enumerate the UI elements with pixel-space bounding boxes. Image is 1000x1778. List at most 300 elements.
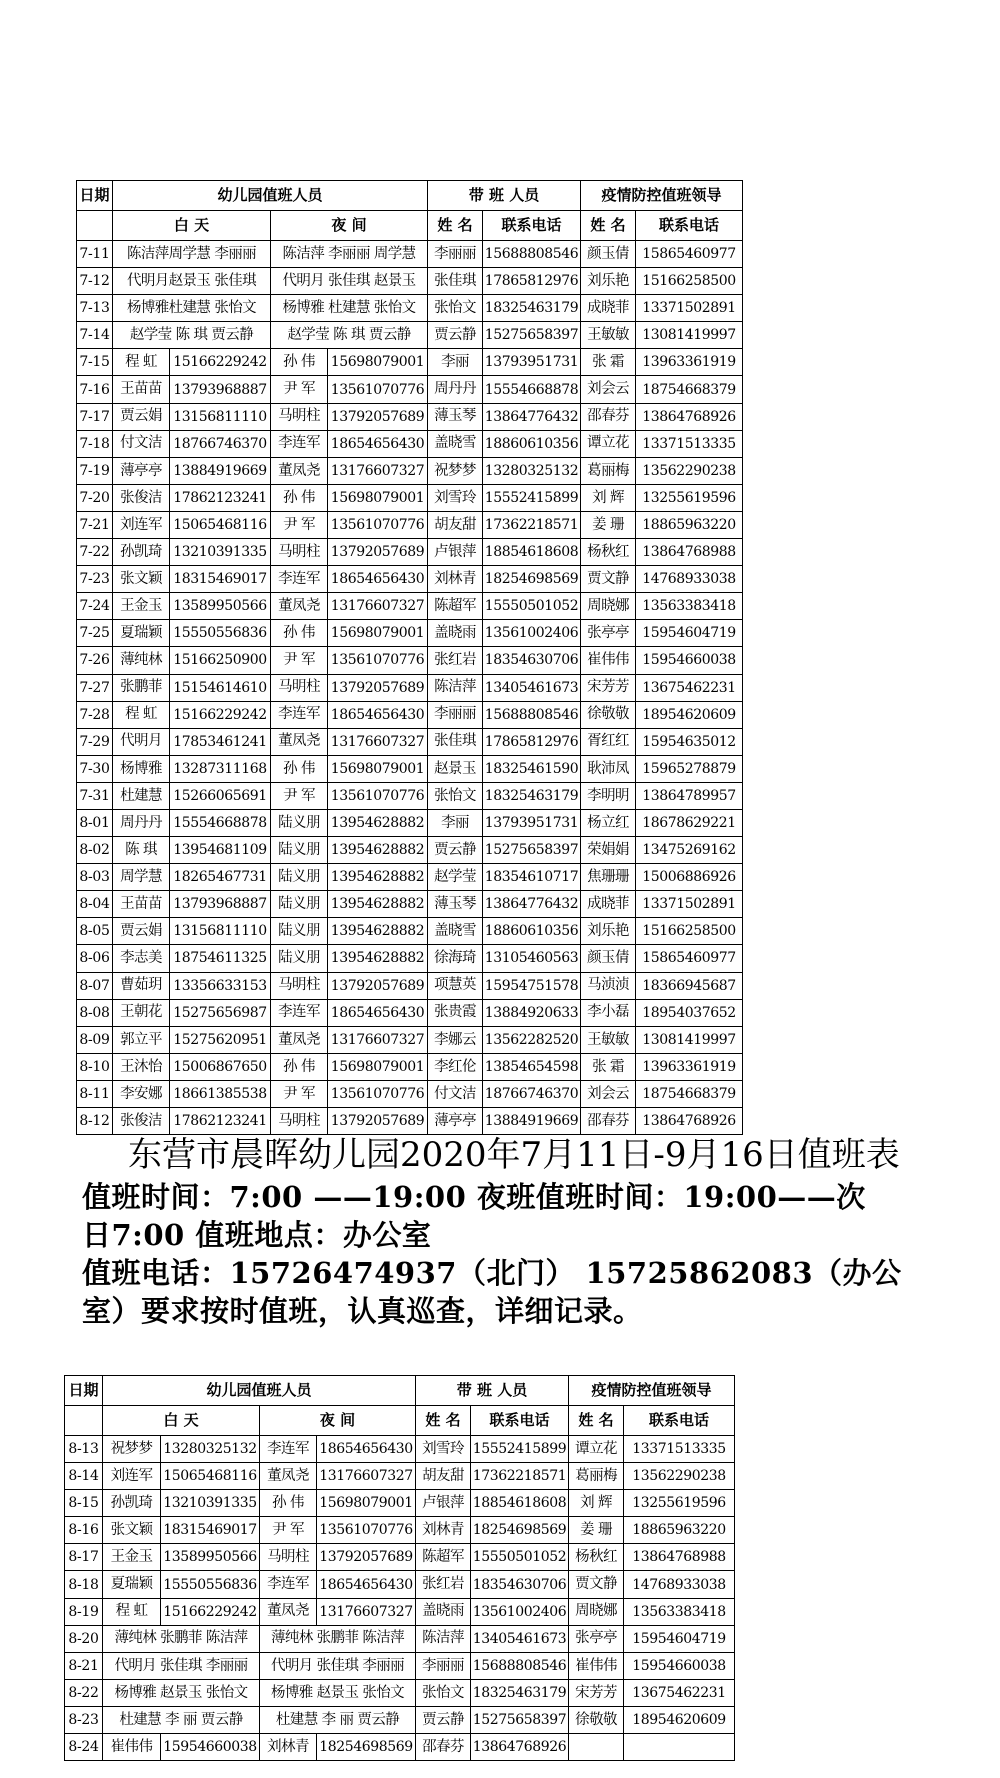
lead-name-cell: 刘林青 — [428, 566, 483, 593]
day-phone-cell: 18661385538 — [170, 1080, 271, 1107]
day-name-cell: 薄亭亭 — [113, 457, 170, 484]
leader-name-cell: 胥红红 — [581, 728, 636, 755]
day-phone-cell: 13210391335 — [170, 539, 271, 566]
lead-phone-cell: 18354630706 — [483, 647, 581, 674]
day-name-cell: 王金玉 — [103, 1544, 161, 1571]
header-date: 日期 — [77, 181, 113, 211]
leader-phone-cell: 15865460977 — [636, 945, 743, 972]
day-name-cell: 杜建慧 — [113, 782, 170, 809]
day-phone-cell: 15006867650 — [170, 1053, 271, 1080]
leader-phone-cell: 15954604719 — [624, 1625, 735, 1652]
night-phone-cell: 15698079001 — [328, 484, 428, 511]
table-row — [77, 376, 743, 403]
date-cell: 7-12 — [77, 268, 113, 295]
day-phone-cell: 13280325132 — [161, 1436, 260, 1463]
day-name-cell: 程 虹 — [113, 701, 170, 728]
leader-phone-cell: 13675462231 — [636, 674, 743, 701]
leader-name-cell: 刘乐艳 — [581, 918, 636, 945]
lead-phone-cell: 13793951731 — [483, 809, 581, 836]
day-name-cell: 程 虹 — [103, 1598, 161, 1625]
night-name-cell: 马明柱 — [260, 1544, 317, 1571]
table-row — [65, 1679, 735, 1706]
lead-phone-cell: 13864776432 — [483, 891, 581, 918]
day-phone-cell: 15275656987 — [170, 999, 271, 1026]
lead-phone-cell: 17865812976 — [483, 268, 581, 295]
leader-phone-cell: 13563383418 — [636, 593, 743, 620]
lead-phone-cell: 18254698569 — [471, 1517, 569, 1544]
lead-phone-cell: 15550501052 — [471, 1544, 569, 1571]
night-phone-cell: 18654656430 — [328, 430, 428, 457]
leader-name-cell: 张亭亭 — [569, 1625, 624, 1652]
night-phone-cell: 13792057689 — [328, 1108, 428, 1135]
leader-phone-cell: 15954660038 — [636, 647, 743, 674]
lead-phone-cell: 13405461673 — [471, 1625, 569, 1652]
leader-phone-cell: 13864789957 — [636, 782, 743, 809]
header-kg-staff: 幼儿园值班人员 — [113, 181, 428, 211]
night-phone-cell: 13176607327 — [328, 728, 428, 755]
night-staff-cell: 赵学莹 陈 琪 贾云静 — [271, 322, 428, 349]
lead-name-cell: 赵景玉 — [428, 755, 483, 782]
lead-name-cell: 项慧英 — [428, 972, 483, 999]
day-name-cell: 张俊洁 — [113, 1108, 170, 1135]
header-date: 日期 — [65, 1376, 103, 1406]
night-name-cell: 李连军 — [260, 1436, 317, 1463]
lead-phone-cell: 13280325132 — [483, 457, 581, 484]
lead-name-cell: 张怡文 — [428, 782, 483, 809]
date-cell: 7-20 — [77, 484, 113, 511]
day-phone-cell: 18315469017 — [170, 566, 271, 593]
leader-phone-cell: 13562290238 — [636, 457, 743, 484]
lead-phone-cell: 13864768926 — [471, 1734, 569, 1761]
lead-name-cell: 李丽丽 — [416, 1652, 471, 1679]
night-phone-cell: 13176607327 — [328, 1026, 428, 1053]
night-phone-cell: 13561070776 — [328, 1080, 428, 1107]
lead-phone-cell: 18354630706 — [471, 1571, 569, 1598]
leader-phone-cell: 15954604719 — [636, 620, 743, 647]
night-name-cell: 董凤尧 — [260, 1463, 317, 1490]
leader-phone-cell: 13371502891 — [636, 891, 743, 918]
lead-phone-cell: 18325463179 — [483, 295, 581, 322]
leader-phone-cell: 13963361919 — [636, 349, 743, 376]
day-name-cell: 祝梦梦 — [103, 1436, 161, 1463]
table-row — [65, 1652, 735, 1679]
header-night: 夜 间 — [260, 1406, 416, 1436]
night-name-cell: 尹 军 — [271, 1080, 328, 1107]
leader-name-cell: 邵春芬 — [581, 403, 636, 430]
day-staff-cell: 杜建慧 李 丽 贾云静 — [103, 1706, 260, 1733]
leader-name-cell: 成晓菲 — [581, 295, 636, 322]
night-phone-cell: 13792057689 — [328, 972, 428, 999]
night-phone-cell: 13561070776 — [328, 647, 428, 674]
date-cell: 8-13 — [65, 1436, 103, 1463]
night-phone-cell: 13954628882 — [328, 837, 428, 864]
lead-name-cell: 薄玉琴 — [428, 403, 483, 430]
night-name-cell: 李连军 — [271, 430, 328, 457]
table-row — [77, 484, 743, 511]
leader-name-cell: 谭立花 — [569, 1436, 624, 1463]
table-row — [77, 809, 743, 836]
lead-phone-cell: 17362218571 — [483, 511, 581, 538]
leader-phone-cell: 13371513335 — [624, 1436, 735, 1463]
lead-phone-cell: 15275658397 — [483, 322, 581, 349]
day-name-cell: 周学慧 — [113, 864, 170, 891]
leader-name-cell: 徐敬敬 — [581, 701, 636, 728]
leader-phone-cell: 13864768926 — [636, 403, 743, 430]
night-phone-cell: 13176607327 — [328, 593, 428, 620]
leader-name-cell: 贾文静 — [569, 1571, 624, 1598]
day-name-cell: 陈 琪 — [113, 837, 170, 864]
day-phone-cell: 15154614610 — [170, 674, 271, 701]
header-lead-phone: 联系电话 — [471, 1406, 569, 1436]
leader-name-cell: 王敏敏 — [581, 322, 636, 349]
date-cell: 7-11 — [77, 241, 113, 268]
lead-name-cell: 刘林青 — [416, 1517, 471, 1544]
table-row — [77, 647, 743, 674]
document-title: 东营市晨晖幼儿园2020年7月11日-9月16日值班表 — [128, 1135, 900, 1175]
lead-name-cell: 张红岩 — [428, 647, 483, 674]
date-cell: 8-07 — [77, 972, 113, 999]
date-cell: 7-15 — [77, 349, 113, 376]
night-phone-cell: 18654656430 — [317, 1436, 416, 1463]
night-name-cell: 陆义朋 — [271, 809, 328, 836]
info-line: 值班时间：7:00 ——19:00 夜班值班时间：19:00——次 — [82, 1180, 866, 1214]
lead-name-cell: 刘雪玲 — [416, 1436, 471, 1463]
date-cell: 7-29 — [77, 728, 113, 755]
night-name-cell: 孙 伟 — [271, 620, 328, 647]
night-name-cell: 尹 军 — [271, 782, 328, 809]
lead-phone-cell: 17362218571 — [471, 1463, 569, 1490]
lead-name-cell: 李丽 — [428, 809, 483, 836]
leader-phone-cell: 18366945687 — [636, 972, 743, 999]
table-row — [65, 1436, 735, 1463]
leader-phone-cell: 13081419997 — [636, 1026, 743, 1053]
lead-name-cell: 陈洁萍 — [416, 1625, 471, 1652]
lead-name-cell: 李红伦 — [428, 1053, 483, 1080]
duty-table-2 — [64, 1375, 735, 1761]
night-name-cell: 陆义朋 — [271, 837, 328, 864]
lead-name-cell: 贾云静 — [428, 322, 483, 349]
table-row — [77, 1026, 743, 1053]
table-row — [77, 755, 743, 782]
lead-name-cell: 李丽 — [428, 349, 483, 376]
table-row — [77, 972, 743, 999]
duty-table-1 — [76, 180, 743, 1135]
header-lead-staff: 带 班 人员 — [428, 181, 581, 211]
day-phone-cell: 15166250900 — [170, 647, 271, 674]
day-name-cell: 曹茹玥 — [113, 972, 170, 999]
date-cell: 8-08 — [77, 999, 113, 1026]
lead-name-cell: 贾云静 — [416, 1706, 471, 1733]
lead-phone-cell: 18354610717 — [483, 864, 581, 891]
table-row — [77, 728, 743, 755]
leader-name-cell: 周晓娜 — [581, 593, 636, 620]
table-row — [65, 1706, 735, 1733]
table-row — [65, 1517, 735, 1544]
table-row — [65, 1463, 735, 1490]
day-phone-cell: 15550556836 — [161, 1571, 260, 1598]
night-name-cell: 马明柱 — [271, 1108, 328, 1135]
leader-name-cell: 刘 辉 — [581, 484, 636, 511]
day-phone-cell: 15266065691 — [170, 782, 271, 809]
night-phone-cell: 13954628882 — [328, 864, 428, 891]
leader-name-cell: 李明明 — [581, 782, 636, 809]
night-phone-cell: 13561070776 — [317, 1517, 416, 1544]
table-row — [77, 782, 743, 809]
leader-name-cell: 杨立红 — [581, 809, 636, 836]
day-phone-cell: 13287311168 — [170, 755, 271, 782]
table-row — [65, 1544, 735, 1571]
table-row — [65, 1734, 735, 1761]
date-cell: 8-02 — [77, 837, 113, 864]
date-cell: 8-12 — [77, 1108, 113, 1135]
table-row — [77, 349, 743, 376]
lead-name-cell: 胡友甜 — [428, 511, 483, 538]
lead-phone-cell: 18325463179 — [471, 1679, 569, 1706]
day-phone-cell: 13793968887 — [170, 376, 271, 403]
day-name-cell: 王苗苗 — [113, 891, 170, 918]
header-lead-staff: 带 班 人员 — [416, 1376, 569, 1406]
night-name-cell: 陆义朋 — [271, 945, 328, 972]
date-cell: 7-30 — [77, 755, 113, 782]
night-name-cell: 董凤尧 — [271, 457, 328, 484]
lead-name-cell: 陈超军 — [428, 593, 483, 620]
day-staff-cell: 杨博雅杜建慧 张怡文 — [113, 295, 271, 322]
date-cell: 8-06 — [77, 945, 113, 972]
leader-phone-cell: 13371513335 — [636, 430, 743, 457]
leader-name-cell: 颜玉倩 — [581, 945, 636, 972]
lead-name-cell: 盖晓雪 — [428, 430, 483, 457]
date-cell: 8-19 — [65, 1598, 103, 1625]
table-row — [77, 864, 743, 891]
lead-phone-cell: 15688808546 — [483, 701, 581, 728]
night-name-cell: 陆义朋 — [271, 918, 328, 945]
lead-name-cell: 薄玉琴 — [428, 891, 483, 918]
night-name-cell: 董凤尧 — [271, 1026, 328, 1053]
lead-phone-cell: 18860610356 — [483, 430, 581, 457]
night-staff-cell: 杨博雅 杜建慧 张怡文 — [271, 295, 428, 322]
night-name-cell: 李连军 — [271, 999, 328, 1026]
night-name-cell: 尹 军 — [271, 376, 328, 403]
day-name-cell: 贾云娟 — [113, 403, 170, 430]
leader-name-cell: 邵春芬 — [581, 1108, 636, 1135]
table-row — [77, 620, 743, 647]
leader-phone-cell: 14768933038 — [636, 566, 743, 593]
leader-phone-cell: 13675462231 — [624, 1679, 735, 1706]
table-row — [77, 701, 743, 728]
date-cell: 8-11 — [77, 1080, 113, 1107]
table-row — [77, 539, 743, 566]
night-phone-cell: 13954628882 — [328, 945, 428, 972]
date-cell: 8-05 — [77, 918, 113, 945]
lead-name-cell: 周丹丹 — [428, 376, 483, 403]
night-phone-cell: 13561070776 — [328, 782, 428, 809]
leader-phone-cell: 15954660038 — [624, 1652, 735, 1679]
day-phone-cell: 17862123241 — [170, 1108, 271, 1135]
day-name-cell: 王苗苗 — [113, 376, 170, 403]
day-phone-cell: 17853461241 — [170, 728, 271, 755]
header-epidemic-leader: 疫情防控值班领导 — [581, 181, 743, 211]
night-staff-cell: 代明月 张佳琪 赵景玉 — [271, 268, 428, 295]
night-name-cell: 李连军 — [271, 701, 328, 728]
lead-phone-cell: 15552415899 — [483, 484, 581, 511]
night-staff-cell: 薄纯林 张鹏菲 陈洁萍 — [260, 1625, 416, 1652]
leader-name-cell: 成晓菲 — [581, 891, 636, 918]
day-phone-cell: 13156811110 — [170, 403, 271, 430]
lead-phone-cell: 18254698569 — [483, 566, 581, 593]
date-cell: 7-27 — [77, 674, 113, 701]
night-phone-cell: 13954628882 — [328, 809, 428, 836]
night-phone-cell: 15698079001 — [328, 349, 428, 376]
date-cell: 8-21 — [65, 1652, 103, 1679]
leader-name-cell: 杨秋红 — [581, 539, 636, 566]
lead-phone-cell: 18854618608 — [471, 1490, 569, 1517]
lead-name-cell: 赵学莹 — [428, 864, 483, 891]
day-phone-cell: 18265467731 — [170, 864, 271, 891]
date-cell: 7-24 — [77, 593, 113, 620]
lead-phone-cell: 15275658397 — [471, 1706, 569, 1733]
leader-name-cell: 葛丽梅 — [569, 1463, 624, 1490]
date-cell: 8-22 — [65, 1679, 103, 1706]
table-row — [77, 1080, 743, 1107]
day-name-cell: 付文洁 — [113, 430, 170, 457]
lead-phone-cell: 18860610356 — [483, 918, 581, 945]
night-phone-cell: 15698079001 — [328, 1053, 428, 1080]
day-staff-cell: 陈洁萍周学慧 李丽丽 — [113, 241, 271, 268]
lead-name-cell: 陈洁萍 — [428, 674, 483, 701]
night-phone-cell: 13954628882 — [328, 918, 428, 945]
day-phone-cell: 13954681109 — [170, 837, 271, 864]
date-cell: 8-24 — [65, 1734, 103, 1761]
night-name-cell: 尹 军 — [271, 647, 328, 674]
night-phone-cell: 18654656430 — [328, 566, 428, 593]
leader-phone-cell: 13475269162 — [636, 837, 743, 864]
day-name-cell: 孙凯琦 — [113, 539, 170, 566]
lead-name-cell: 张佳琪 — [428, 268, 483, 295]
leader-name-cell: 荣娟娟 — [581, 837, 636, 864]
leader-phone-cell: 15965278879 — [636, 755, 743, 782]
day-name-cell: 贾云娟 — [113, 918, 170, 945]
date-cell: 7-28 — [77, 701, 113, 728]
lead-phone-cell: 15550501052 — [483, 593, 581, 620]
day-name-cell: 周丹丹 — [113, 809, 170, 836]
table-row — [77, 674, 743, 701]
night-name-cell: 孙 伟 — [271, 1053, 328, 1080]
day-name-cell: 刘连军 — [103, 1463, 161, 1490]
leader-phone-cell: 14768933038 — [624, 1571, 735, 1598]
night-phone-cell: 13176607327 — [317, 1463, 416, 1490]
day-staff-cell: 杨博雅 赵景玉 张怡文 — [103, 1679, 260, 1706]
lead-phone-cell: 13864776432 — [483, 403, 581, 430]
day-phone-cell: 13210391335 — [161, 1490, 260, 1517]
table-row — [77, 999, 743, 1026]
duty-info — [82, 1178, 942, 1330]
day-name-cell: 张文颖 — [103, 1517, 161, 1544]
lead-name-cell: 邵春芬 — [416, 1734, 471, 1761]
date-cell: 7-13 — [77, 295, 113, 322]
night-phone-cell: 13792057689 — [328, 539, 428, 566]
day-phone-cell: 15065468116 — [161, 1463, 260, 1490]
leader-name-cell: 刘会云 — [581, 376, 636, 403]
night-name-cell: 陆义朋 — [271, 864, 328, 891]
lead-phone-cell: 13793951731 — [483, 349, 581, 376]
day-staff-cell: 代明月 张佳琪 李丽丽 — [103, 1652, 260, 1679]
lead-phone-cell: 18325461590 — [483, 755, 581, 782]
lead-phone-cell: 13561002406 — [471, 1598, 569, 1625]
day-phone-cell: 13589950566 — [161, 1544, 260, 1571]
table-row — [77, 295, 743, 322]
leader-phone-cell: 13371502891 — [636, 295, 743, 322]
night-staff-cell: 杜建慧 李 丽 贾云静 — [260, 1706, 416, 1733]
header-epidemic-leader: 疫情防控值班领导 — [569, 1376, 735, 1406]
table-row — [77, 1108, 743, 1135]
leader-phone-cell: 18954037652 — [636, 999, 743, 1026]
table-row — [77, 322, 743, 349]
leader-name-cell: 葛丽梅 — [581, 457, 636, 484]
date-cell: 7-25 — [77, 620, 113, 647]
leader-name-cell — [569, 1734, 624, 1761]
leader-name-cell: 刘乐艳 — [581, 268, 636, 295]
lead-name-cell: 李丽丽 — [428, 241, 483, 268]
date-cell: 8-16 — [65, 1517, 103, 1544]
lead-name-cell: 张红岩 — [416, 1571, 471, 1598]
day-name-cell: 夏瑞颖 — [103, 1571, 161, 1598]
lead-name-cell: 薄亭亭 — [428, 1108, 483, 1135]
leader-name-cell: 周晓娜 — [569, 1598, 624, 1625]
leader-name-cell: 张亭亭 — [581, 620, 636, 647]
night-name-cell: 孙 伟 — [271, 349, 328, 376]
leader-name-cell: 姜 珊 — [581, 511, 636, 538]
leader-name-cell: 刘 辉 — [569, 1490, 624, 1517]
lead-name-cell: 卢银萍 — [416, 1490, 471, 1517]
night-phone-cell: 13176607327 — [317, 1598, 416, 1625]
night-phone-cell: 13561070776 — [328, 376, 428, 403]
header-lead-name: 姓 名 — [428, 211, 483, 241]
lead-phone-cell: 18325463179 — [483, 782, 581, 809]
day-name-cell: 李安娜 — [113, 1080, 170, 1107]
day-name-cell: 刘连军 — [113, 511, 170, 538]
date-cell: 8-03 — [77, 864, 113, 891]
day-phone-cell: 15166229242 — [170, 349, 271, 376]
table-row — [77, 593, 743, 620]
info-line: 室）要求按时值班，认真巡查，详细记录。 — [82, 1294, 643, 1328]
leader-phone-cell: 15954635012 — [636, 728, 743, 755]
leader-name-cell: 崔伟伟 — [581, 647, 636, 674]
day-phone-cell: 13356633153 — [170, 972, 271, 999]
day-name-cell: 张俊洁 — [113, 484, 170, 511]
leader-phone-cell: 18754668379 — [636, 376, 743, 403]
leader-phone-cell: 18954620609 — [624, 1706, 735, 1733]
lead-name-cell: 张贵霞 — [428, 999, 483, 1026]
lead-name-cell: 盖晓雨 — [428, 620, 483, 647]
date-cell: 7-18 — [77, 430, 113, 457]
day-name-cell: 王朝花 — [113, 999, 170, 1026]
night-phone-cell: 13561070776 — [328, 511, 428, 538]
day-phone-cell: 15550556836 — [170, 620, 271, 647]
night-phone-cell: 18654656430 — [328, 701, 428, 728]
lead-phone-cell: 13561002406 — [483, 620, 581, 647]
day-staff-cell: 赵学莹 陈 琪 贾云静 — [113, 322, 271, 349]
lead-phone-cell: 15554668878 — [483, 376, 581, 403]
lead-phone-cell: 13854654598 — [483, 1053, 581, 1080]
lead-phone-cell: 13562282520 — [483, 1026, 581, 1053]
leader-phone-cell: 13562290238 — [624, 1463, 735, 1490]
table-row — [77, 430, 743, 457]
day-phone-cell: 15275620951 — [170, 1026, 271, 1053]
lead-phone-cell: 13405461673 — [483, 674, 581, 701]
leader-name-cell: 张 霜 — [581, 1053, 636, 1080]
lead-phone-cell: 17865812976 — [483, 728, 581, 755]
night-phone-cell: 15698079001 — [317, 1490, 416, 1517]
